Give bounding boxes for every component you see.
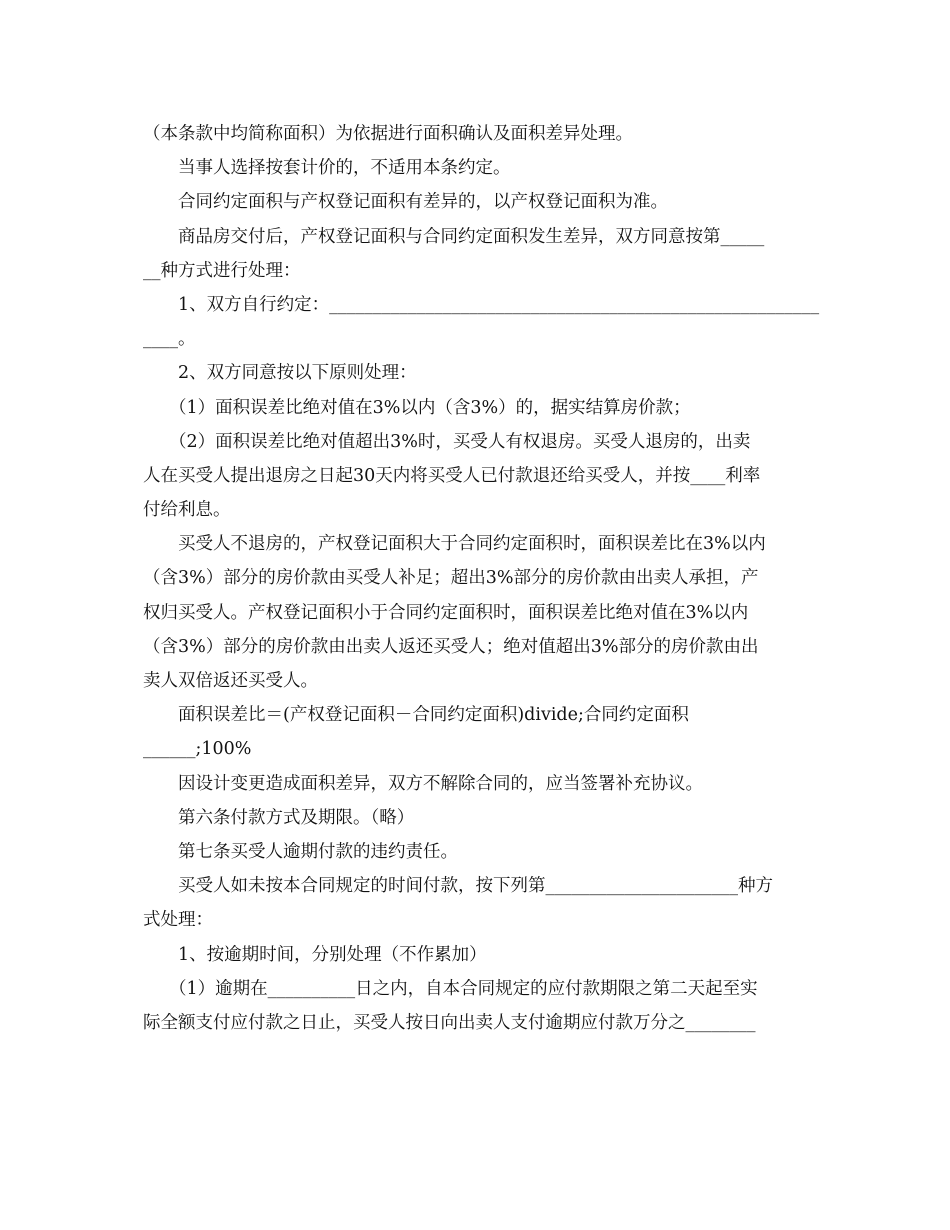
text-line: （含3%）部分的房价款由出卖人返还买受人；绝对值超出3%部分的房价款由出 bbox=[143, 636, 759, 657]
text-line: （本条款中均简称面积）为依据进行面积确认及面积差异处理。 bbox=[143, 124, 633, 144]
text-line: 付给利息。 bbox=[143, 500, 231, 521]
text-line: ______;100% bbox=[143, 739, 252, 760]
text-line: 合同约定面积与产权登记面积有差异的，以产权登记面积为准。 bbox=[178, 192, 668, 213]
text-line: （1）逾期在__________日之内，自本合同规定的应付款期限之第二天起至实 bbox=[169, 978, 758, 999]
text-line: （含3%）部分的房价款由买受人补足；超出3%部分的房价款由出卖人承担，产 bbox=[143, 568, 759, 589]
text-line: 第七条买受人逾期付款的违约责任。 bbox=[178, 841, 458, 862]
text-line: 买受人不退房的，产权登记面积大于合同约定面积时，面积误差比在3%以内 bbox=[178, 534, 766, 555]
text-line: （1）面积误差比绝对值在3%以内（含3%）的，据实结算房价款； bbox=[169, 397, 691, 418]
text-line: （2）面积误差比绝对值超出3%时，买受人有权退房。买受人退房的，出卖 bbox=[169, 431, 751, 452]
text-line: 1、双方自行约定：________________________________________________________ bbox=[178, 294, 820, 315]
document-body bbox=[143, 117, 820, 1040]
text-line: 式处理： bbox=[143, 910, 213, 931]
text-line: 卖人双倍返还买受人。 bbox=[143, 671, 318, 691]
text-line: 人在买受人提出退房之日起30天内将买受人已付款退还给买受人，并按____利率 bbox=[143, 465, 761, 486]
text-line: 2、双方同意按以下原则处理： bbox=[178, 363, 417, 384]
text-line: 买受人如未按本合同规定的时间付款，按下列第______________________种方 bbox=[178, 876, 773, 897]
text-line: 面积误差比＝(产权登记面积－合同约定面积)divide;合同约定面积 bbox=[178, 705, 689, 726]
text-line: 权归买受人。产权登记面积小于合同约定面积时，面积误差比绝对值在3%以内 bbox=[143, 602, 749, 623]
text-line: 因设计变更造成面积差异，双方不解除合同的，应当签署补充协议。 bbox=[178, 773, 703, 794]
text-line: 商品房交付后，产权登记面积与合同约定面积发生差异，双方同意按第_____ bbox=[178, 226, 765, 247]
text-line: 1、按逾期时间，分别处理（不作累加） bbox=[178, 944, 487, 965]
text-line: 当事人选择按套计价的，不适用本条约定。 bbox=[178, 158, 511, 179]
text-line: 际全额支付应付款之日止，买受人按日向出卖人支付逾期应付款万分之________ bbox=[143, 1012, 756, 1033]
text-line: __种方式进行处理： bbox=[143, 260, 301, 281]
text-line: ____。 bbox=[143, 329, 196, 350]
text-line: 第六条付款方式及期限。（略） bbox=[178, 807, 415, 828]
